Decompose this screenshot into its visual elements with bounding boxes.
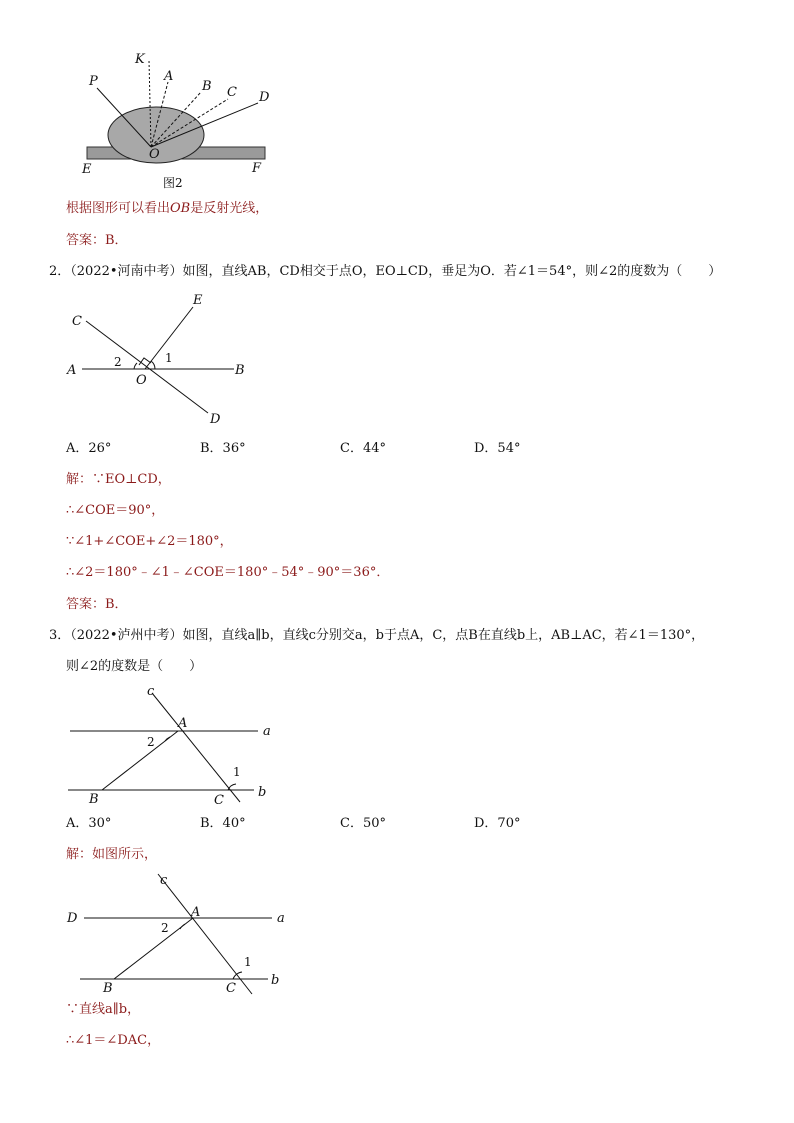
q2-label-D: D xyxy=(210,412,221,427)
q1-answer: 答案：B． xyxy=(66,233,128,248)
q2-label-O: O xyxy=(136,373,147,388)
label-P: P xyxy=(89,74,98,89)
q2-option-d[interactable]: D．54° xyxy=(474,441,521,456)
q2-label-angle1: 1 xyxy=(165,351,173,365)
q3-solution-intro: 解：如图所示， xyxy=(66,847,158,862)
q2-option-a[interactable]: A．26° xyxy=(66,441,112,456)
q2-option-b[interactable]: B．36° xyxy=(200,441,246,456)
figure-q3 xyxy=(0,680,794,810)
q3-label-a: a xyxy=(263,724,271,739)
q3s-label-angle1: 1 xyxy=(244,955,252,969)
q3-label-A: A xyxy=(178,716,188,731)
q3-label-angle2: 2 xyxy=(147,735,155,749)
q2-solution-4: ∴∠2＝180°﹣∠1﹣∠COE＝180°﹣54°﹣90°＝36°． xyxy=(66,565,390,580)
q2-answer: 答案：B． xyxy=(66,597,128,612)
label-D: D xyxy=(259,90,270,105)
q3s-label-A: A xyxy=(191,905,201,920)
q3s-label-c: c xyxy=(160,873,168,888)
q3-label-B: B xyxy=(89,792,99,807)
q2-solution-1: 解：∵EO⊥CD， xyxy=(66,472,171,487)
q3-solution-1: ∵直线a∥b， xyxy=(66,1002,141,1017)
q3s-label-angle2: 2 xyxy=(161,921,169,935)
q3-label-c: c xyxy=(147,684,155,699)
q3-label-b: b xyxy=(258,785,267,800)
q3s-label-B: B xyxy=(103,981,113,996)
q3-label-angle1: 1 xyxy=(233,765,241,779)
q3s-label-C: C xyxy=(226,981,236,996)
figure-q2 xyxy=(0,285,794,445)
label-O: O xyxy=(149,147,160,162)
q3-option-d[interactable]: D．70° xyxy=(474,816,521,831)
q2-stem: 2．（2022•河南中考）如图，直线AB，CD相交于点O，EO⊥CD，垂足为O．若∠1＝54°，则∠2的度数为（ ） xyxy=(49,264,722,279)
q3-stem-line1: 3．（2022•泸州中考）如图，直线a∥b，直线c分别交a，b于点A，C，点B在直线b上，AB⊥AC，若∠1＝130°， xyxy=(49,628,705,643)
q3-option-b[interactable]: B．40° xyxy=(200,816,246,831)
q2-label-E: E xyxy=(193,293,203,308)
q1-solution-line: 根据图形可以看出OB是反射光线， xyxy=(66,201,269,216)
figure-q3-solution xyxy=(0,868,794,998)
q3s-label-a: a xyxy=(277,911,285,926)
label-K: K xyxy=(135,52,145,67)
q3-solution-2: ∴∠1＝∠DAC， xyxy=(66,1033,161,1048)
q2-solution-2: ∴∠COE＝90°， xyxy=(66,503,165,518)
label-E: E xyxy=(82,162,92,177)
q3-option-c[interactable]: C．50° xyxy=(340,816,386,831)
q3-option-a[interactable]: A．30° xyxy=(66,816,112,831)
q3-label-C: C xyxy=(214,793,224,808)
q2-label-A: A xyxy=(67,363,77,378)
label-A: A xyxy=(164,69,174,84)
q2-label-C: C xyxy=(72,314,82,329)
figure-reflection xyxy=(0,0,794,200)
label-B: B xyxy=(202,79,212,94)
figure-caption: 图2 xyxy=(163,176,183,190)
q2-solution-3: ∵∠1+∠COE+∠2＝180°， xyxy=(66,534,233,549)
q2-label-B: B xyxy=(235,363,245,378)
q3s-label-D: D xyxy=(67,911,78,926)
q2-label-angle2: 2 xyxy=(114,355,122,369)
q3-stem-line2: 则∠2的度数是（ ） xyxy=(66,659,203,674)
q3s-label-b: b xyxy=(271,973,280,988)
label-F: F xyxy=(252,161,262,176)
q2-option-c[interactable]: C．44° xyxy=(340,441,386,456)
label-C: C xyxy=(227,85,237,100)
